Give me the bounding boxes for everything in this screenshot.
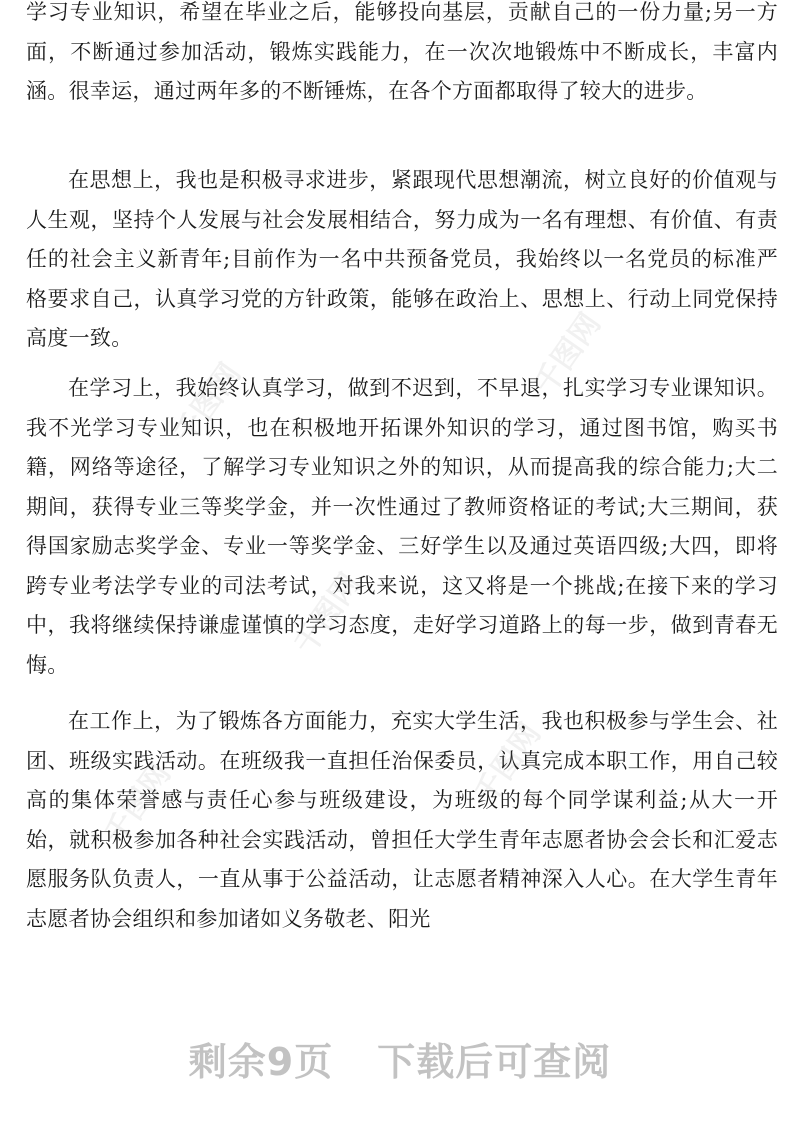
paragraph-4: 在工作上，为了锻炼各方面能力，充实大学生活，我也积极参与学生会、社团、班级实践活动。在班级我一直担任治保委员，认真完成本职工作，用自己较高的集体荣誉感与责任心参与班级建设，为班级的每个同学谋利益;从大一开始，就积极参加各种社会实践活动，曾担任大学生青年志愿者协会会长和汇爱志愿服务队负责人，一直从事于公益活动，让志愿者精神深入人心。在大学生青年志愿者协会组织和参加诸如义务敬老、阳光 [26,709,778,931]
download-hint-label: 下载后可查阅 [377,1039,612,1084]
watermark-logo: 千图网 [167,357,249,451]
paragraph-3: 在学习上，我始终认真学习，做到不迟到，不早退，扎实学习专业课知识。我不光学习专业知识，也在积极地开拓课外知识的学习，通过图书馆，购买书籍，网络等途径，了解学习专业知识之外的知识，从而提高我的综合能力;大二期间，获得专业三等奖学金，并一次性通过了教师资格证的考试;大三期间，获得国家励志奖学金、专业一等奖学金、三好学生以及通过英语四级;大四，即将跨专业考法学专业的司法考试，对我来说，这又将是一个挑战;在接下来的学习中，我将继续保持谦虚谨慎的学习态度，走好学习道路上的每一步，做到青春无悔。 [26,376,778,677]
paragraph-2: 在思想上，我也是积极寻求进步，紧跟现代思想潮流，树立良好的价值观与人生观，坚持个人发展与社会发展相结合，努力成为一名有理想、有价值、有责任的社会主义新青年;目前作为一名中共预备党员，我始终以一名党员的标准严格要求自己，认真学习党的方针政策，能够在政治上、思想上、行动上同党保持高度一致。 [26,168,778,350]
remaining-pages-label: 剩余9页 [188,1039,334,1084]
watermark-logo: 千图网 [287,567,369,661]
download-prompt-banner[interactable] [0,1028,800,1088]
watermark-logo: 千图网 [97,757,179,851]
document-page [26,0,778,1135]
watermark-logo: 千图网 [527,307,609,401]
watermark-logo: 千图网 [467,717,549,811]
paragraph-1: 学习专业知识，希望在毕业之后，能够投向基层，贡献自己的一份力量;另一方面，不断通过参加活动，锻炼实践能力，在一次次地锻炼中不断成长，丰富内涵。很幸运，通过两年多的不断锤炼，在各个方面都取得了较大的进步。 [26,0,778,103]
